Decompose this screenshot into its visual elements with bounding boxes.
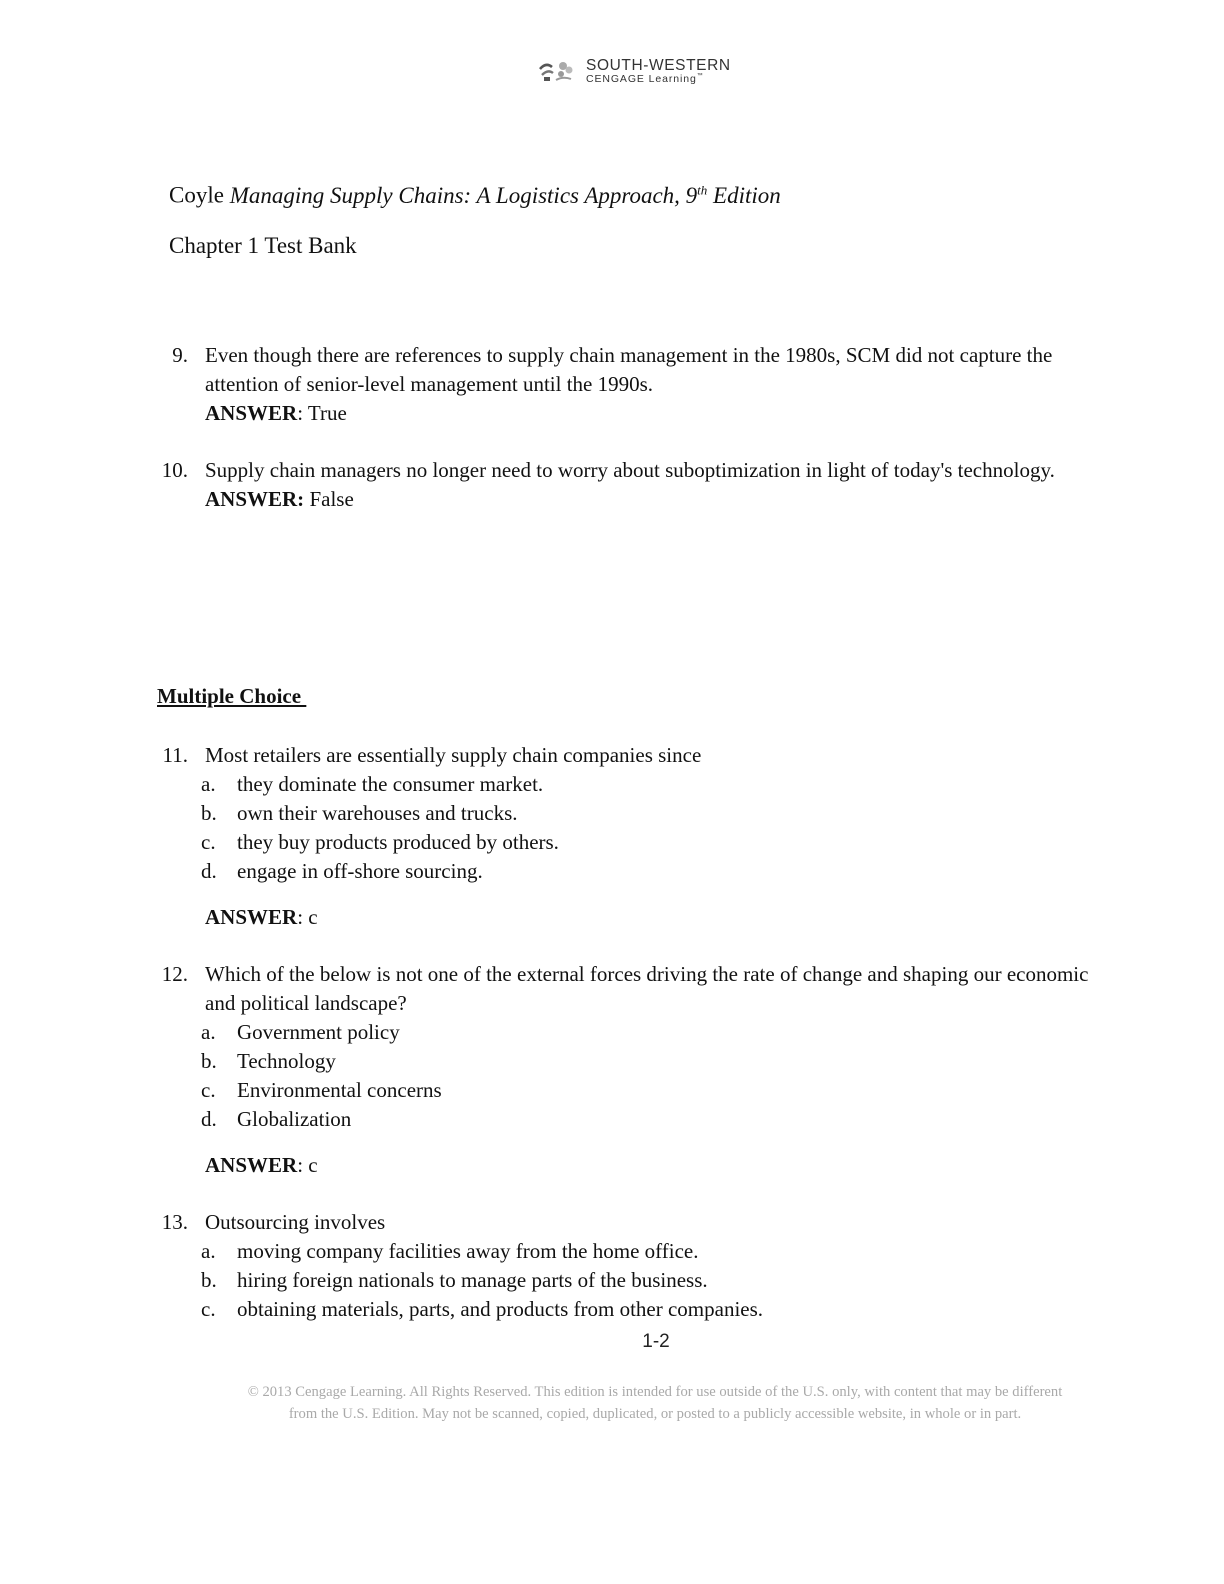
question-number: 9.	[172, 343, 188, 367]
question-number: 13.	[161, 1210, 188, 1234]
edition-word: Edition	[713, 182, 781, 208]
copyright-notice	[170, 1381, 1140, 1425]
page-number: 1-2	[642, 1331, 670, 1352]
question-text: Outsourcing involves	[205, 1210, 386, 1234]
edition-superscript: th	[697, 182, 708, 197]
answer-value: False	[309, 487, 354, 511]
chapter-heading: Chapter 1 Test Bank	[169, 233, 357, 258]
brand-name: SOUTH-WESTERN	[586, 57, 731, 74]
question-text: Which of the below is not one of the external forces driving the rate of change and shaping our economic and political landscape?	[205, 962, 1089, 1015]
question-text: Supply chain managers no longer need to worry about suboptimization in light of today's technology.	[205, 458, 1055, 482]
answer-value: True	[307, 401, 347, 425]
answer-value: c	[308, 905, 318, 929]
question-number: 11.	[162, 743, 188, 767]
section-heading: Multiple Choice	[157, 684, 307, 708]
question-number: 12.	[161, 962, 188, 986]
brand-subname: CENGAGE Learning™	[586, 73, 704, 85]
question-text: Even though there are references to supply chain management in the 1980s, SCM did not capture the attention of senior-level management until the 1990s.	[205, 343, 1053, 396]
author: Coyle	[169, 182, 224, 208]
question-text: Most retailers are essentially supply chain companies since	[205, 743, 702, 767]
answer-line: ANSWER: True	[205, 401, 347, 425]
answer-value: c	[308, 1153, 318, 1177]
document-title	[169, 182, 781, 209]
book-title: Managing Supply Chains: A Logistics Approach, 9	[229, 182, 698, 208]
cengage-logo-icon	[538, 59, 576, 83]
copyright-line-1: © 2013 Cengage Learning. All Rights Reserved. This edition is intended for use outside of the U.S. only, with content that may be different	[247, 1384, 1063, 1400]
answer-line: ANSWER: False	[205, 487, 354, 511]
question-number: 10.	[161, 458, 188, 482]
answer-line: ANSWER: c	[205, 1153, 318, 1177]
copyright-line-2: from the U.S. Edition. May not be scanned, copied, duplicated, or posted to a publicly accessible website, in whole or in part.	[288, 1406, 1022, 1422]
publisher-logo	[538, 57, 778, 87]
answer-line: ANSWER: c	[205, 905, 318, 929]
